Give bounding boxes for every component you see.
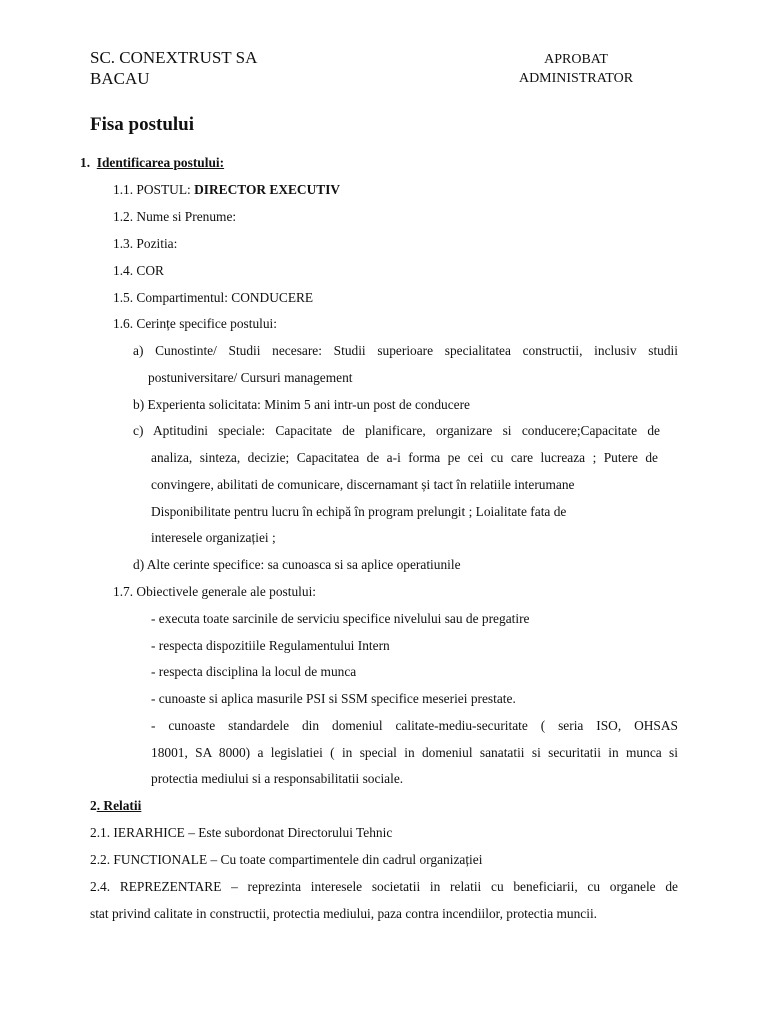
section2-heading bbox=[90, 797, 141, 815]
req-a-line2: postuniversitare/ Cursuri management bbox=[148, 370, 353, 385]
objectives-heading: 1.7. Obiectivele generale ale postului: bbox=[113, 584, 317, 599]
section1-number: 1. bbox=[80, 155, 91, 170]
cor-row: 1.4. COR bbox=[113, 263, 164, 278]
post-value: DIRECTOR EXECUTIV bbox=[194, 182, 341, 197]
objective-item: - cunoaste si aplica masurile PSI si SSM specifice meseriei prestate. bbox=[151, 691, 516, 706]
section2-number: 2 bbox=[90, 798, 97, 813]
section1-title: Identificarea postului: bbox=[96, 155, 225, 170]
approval-role: ADMINISTRATOR bbox=[518, 71, 634, 86]
objective-item: - respecta dispozitiile Regulamentului Intern bbox=[151, 638, 390, 653]
page-title: Fisa postului bbox=[90, 114, 195, 135]
post-row bbox=[113, 181, 340, 199]
relation-functional: 2.2. FUNCTIONALE – Cu toate compartimentele din cadrul organizației bbox=[90, 852, 483, 867]
company-name: SC. CONEXTRUST SA bbox=[90, 48, 258, 67]
company-city: BACAU bbox=[90, 69, 150, 88]
objective-item-cont: 18001, SA 8000) a legislatiei ( in special in domeniul sanatatii si securitatii in munca si bbox=[151, 745, 678, 760]
name-row: 1.2. Nume si Prenume: bbox=[113, 209, 237, 224]
post-label: 1.1. POSTUL: bbox=[113, 182, 195, 197]
req-d: d) Alte cerinte specifice: sa cunoasca si sa aplice operatiunile bbox=[133, 557, 461, 572]
req-a-line1: a) Cunostinte/ Studii necesare: Studii superioare specialitatea constructii, inclusiv studii bbox=[133, 343, 678, 358]
objective-item: - cunoaste standardele din domeniul calitate-mediu-securitate ( seria ISO, OHSAS bbox=[151, 718, 678, 733]
relation-representation: 2.4. REPREZENTARE – reprezinta interesele societatii in relatii cu beneficiarii, cu organele de bbox=[90, 879, 678, 894]
section2-title: . Relatii bbox=[96, 798, 142, 813]
objective-item-cont: protectia mediului si a responsabilitatii sociale. bbox=[151, 771, 404, 786]
relation-representation-cont: stat privind calitate in constructii, protectia mediului, paza contra incendiilor, protectia muncii. bbox=[90, 906, 598, 921]
objective-item: - respecta disciplina la locul de munca bbox=[151, 664, 357, 679]
req-c-line5: interesele organizației ; bbox=[151, 530, 276, 545]
req-b: b) Experienta solicitata: Minim 5 ani intr-un post de conducere bbox=[133, 397, 471, 412]
position-row: 1.3. Pozitia: bbox=[113, 236, 178, 251]
requirements-heading: 1.6. Cerințe specifice postului: bbox=[113, 316, 277, 331]
approval-label: APROBAT bbox=[544, 52, 608, 67]
req-c-line1: c) Aptitudini speciale: Capacitate de planificare, organizare si conducere;Capacitate de bbox=[133, 423, 660, 438]
section1-heading bbox=[80, 154, 224, 172]
req-c-line3: convingere, abilitati de comunicare, discernamant și tact în relatiile interumane bbox=[151, 477, 575, 492]
department-row: 1.5. Compartimentul: CONDUCERE bbox=[113, 290, 314, 305]
req-c-line4: Disponibilitate pentru lucru în echipă în program prelungit ; Loialitate fata de bbox=[151, 504, 567, 519]
req-c-line2: analiza, sinteza, decizie; Capacitatea de a-i forma pe cei cu care lucreaza ; Putere de bbox=[151, 450, 658, 465]
relation-hierarchical: 2.1. IERARHICE – Este subordonat Directorului Tehnic bbox=[90, 825, 393, 840]
objective-item: - executa toate sarcinile de serviciu specifice nivelului sau de pregatire bbox=[151, 611, 530, 626]
